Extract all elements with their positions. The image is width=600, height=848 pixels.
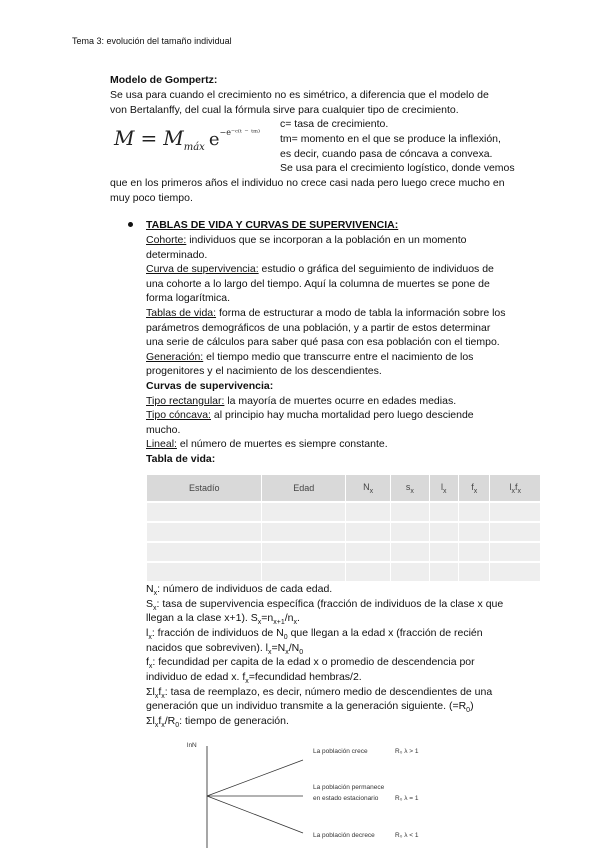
lineal-definition xyxy=(146,437,388,452)
sx-definition-cont: llegan a la clase x+1). $S_x=n_{x+1}/n_x$. xyxy=(146,612,300,627)
curva-definition xyxy=(146,262,494,277)
formula-m-max: M xyxy=(163,126,184,150)
replacement-rate-definition-cont: generación que un individuo transmite a la generación siguiente. $(=R_0)$ xyxy=(146,700,474,715)
growth-line xyxy=(207,760,303,796)
table-row xyxy=(147,502,541,522)
curva-definition-cont-2: forma logarítmica. xyxy=(146,292,231,304)
tm-definition-line-1: tm= momento en el que se produce la inflexión, xyxy=(280,133,501,145)
curva-term: Curva de supervivencia: xyxy=(146,263,259,275)
formula-exponent: −e⁻ᶜ⁽ᵗ ⁻ ᵗᵐ⁾ xyxy=(219,128,261,137)
header-lx: $l_x$ xyxy=(429,475,459,502)
graph-crece-ratio: R₀ λ > 1 xyxy=(395,748,419,755)
logistic-line-1: Se usa para el crecimiento logístico, donde vemos xyxy=(280,162,515,174)
graph-label-decrece: La población decrece xyxy=(313,832,375,839)
curva-text: estudio o gráfica del seguimiento de individuos de xyxy=(258,263,494,275)
c-definition: c= tasa de crecimiento. xyxy=(280,118,389,130)
generacion-definition xyxy=(146,350,473,365)
page-header: Tema 3: evolución del tamaño individual xyxy=(72,36,232,46)
logistic-line-3: muy poco tiempo. xyxy=(110,192,193,204)
rectangular-term: Tipo rectangular: xyxy=(146,395,225,407)
cohorte-term: Cohorte: xyxy=(146,234,187,246)
rectangular-text: la mayoría de muertes ocurre en edades medias. xyxy=(224,395,457,407)
tablas-text: forma de estructurar a modo de tabla la información sobre los xyxy=(216,307,506,319)
sx-definition: $S_x$: tasa de supervivencia específica (fracción de individuos de la clase x que xyxy=(146,598,504,613)
tablas-definition-cont-2: una serie de cálculos para saber qué pasa con esa población con el tiempo. xyxy=(146,336,500,348)
concava-definition xyxy=(146,408,474,423)
fx-definition-cont: individuo de edad x. $f_x=fecundidad$ hembras/2. xyxy=(146,671,362,686)
gompertz-title: Modelo de Gompertz: xyxy=(110,74,218,86)
graph-label-permanece-2: en estado estacionario xyxy=(313,795,379,802)
population-growth-graph xyxy=(183,740,593,848)
gompertz-intro-line-1: Se usa para cuando el crecimiento no es simétrico, a diferencia que el modelo de xyxy=(110,89,489,101)
header-lxfx: $l_xf_x$ xyxy=(490,475,541,502)
generacion-definition-cont: progenitores y el nacimiento de los descendientes. xyxy=(146,365,382,377)
lx-definition: $l_x$: fracción de individuos de $N_0$ que llegan a la edad x (fracción de recién xyxy=(146,627,483,642)
generation-time-definition: $\Sigma l_xf_x/R_0$: tiempo de generación. xyxy=(146,715,289,730)
generacion-term: Generación: xyxy=(146,351,204,363)
graph-y-label: lnN xyxy=(187,742,197,749)
curva-definition-cont-1: una cohorte a lo largo del tiempo. Aquí la columna de muertes se pone de xyxy=(146,278,490,290)
cohorte-definition-cont: determinado. xyxy=(146,249,208,261)
life-table xyxy=(147,475,541,581)
graph-label-crece: La población crece xyxy=(313,748,368,755)
gompertz-intro-line-2: von Bertalanffy, del cual la fórmula sirve para cualquier tipo de crecimiento. xyxy=(110,104,459,116)
formula-m: M xyxy=(114,126,135,150)
table-row xyxy=(147,542,541,562)
header-sx: $s_x$ xyxy=(391,475,429,502)
curvas-title: Curvas de supervivencia: xyxy=(146,380,274,392)
cohorte-text: individuos que se incorporan a la población en un momento xyxy=(186,234,467,246)
tablas-definition xyxy=(146,306,506,321)
graph-label-permanece-1: La población permanece xyxy=(313,784,385,791)
lineal-term: Lineal: xyxy=(146,438,177,450)
tm-definition-line-2: es decir, cuando pasa de cóncava a convexa. xyxy=(280,148,493,160)
cohorte-definition xyxy=(146,233,466,248)
nx-definition: $N_x$: número de individuos de cada edad. xyxy=(146,583,333,598)
lineal-text: el número de muertes es siempre constante. xyxy=(176,438,388,450)
replacement-rate-definition: $\Sigma l_xf_x$: tasa de reemplazo, es decir, número medio de descendientes de una xyxy=(146,686,493,701)
table-row xyxy=(147,522,541,542)
concava-term: Tipo cóncava: xyxy=(146,409,211,421)
formula-e: e xyxy=(208,129,220,150)
tablas-term: Tablas de vida: xyxy=(146,307,217,319)
fx-definition: $f_x$: fecundidad per capita de la edad x o promedio de descendencia por xyxy=(146,656,475,671)
formula-max-subscript: máx xyxy=(183,142,205,153)
tablas-definition-cont-1: parámetros demográficos de una población, y a partir de estos determinar xyxy=(146,322,491,334)
formula-equals: = xyxy=(140,126,158,150)
tabla-title: Tabla de vida: xyxy=(146,453,216,465)
gompertz-formula xyxy=(114,126,261,153)
graph-decrece-ratio: R₀ λ < 1 xyxy=(395,832,419,839)
logistic-line-2: que en los primeros años el individuo no crece casi nada pero luego crece mucho en xyxy=(110,177,505,189)
lx-definition-cont: nacidos que sobreviven). $l_x=N_x/N_0$ xyxy=(146,642,304,657)
header-edad: Edad xyxy=(262,475,346,502)
rectangular-definition xyxy=(146,394,456,409)
header-estadio: Estadío xyxy=(147,475,262,502)
header-fx: $f_x$ xyxy=(459,475,490,502)
bullet-dot xyxy=(128,222,133,227)
decline-line xyxy=(207,796,303,833)
concava-text: al principio hay mucha mortalidad pero luego desciende xyxy=(210,409,474,421)
graph-permanece-ratio: R₀ λ = 1 xyxy=(395,795,419,802)
header-nx: $N_x$ xyxy=(346,475,391,502)
concava-definition-cont: mucho. xyxy=(146,424,181,436)
table-header-row xyxy=(147,475,541,502)
table-row xyxy=(147,562,541,581)
generacion-text: el tiempo medio que transcurre entre el nacimiento de los xyxy=(203,351,474,363)
tablas-heading: TABLAS DE VIDA Y CURVAS DE SUPERVIVENCIA: xyxy=(146,219,399,231)
